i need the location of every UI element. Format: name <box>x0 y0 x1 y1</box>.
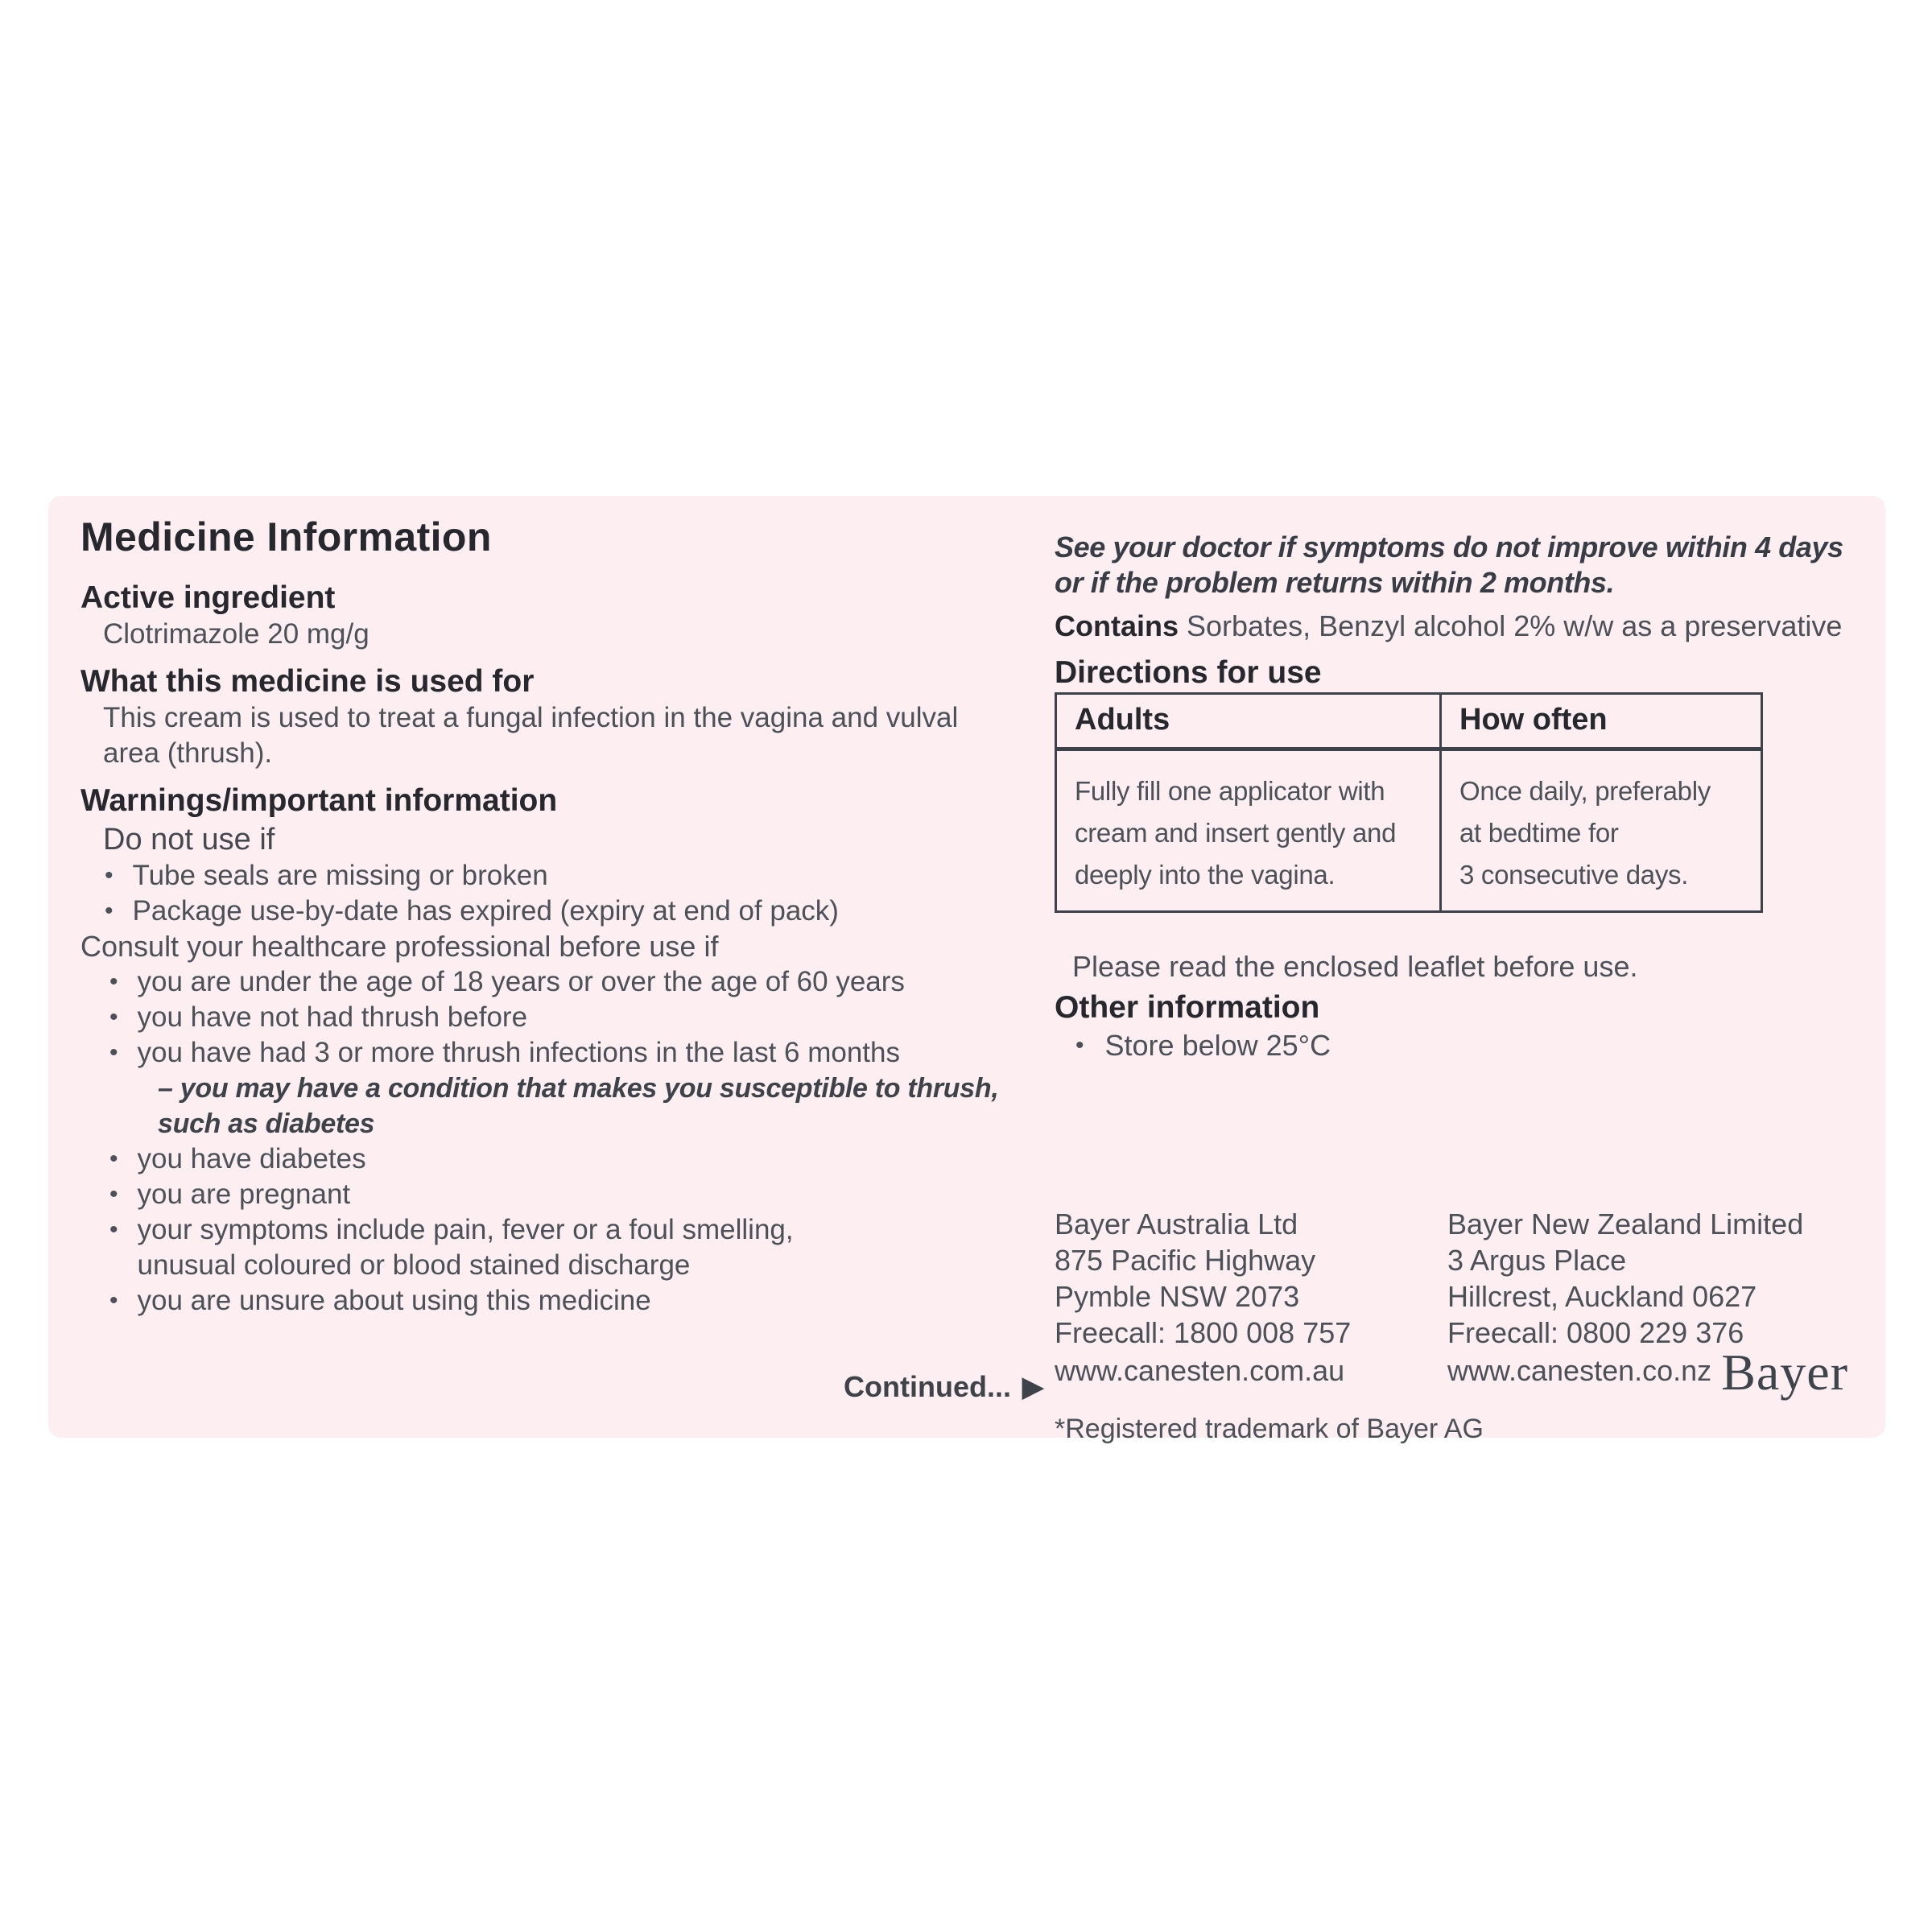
bullet-dot: • <box>109 1216 118 1243</box>
consult-bullet-2: you have not had thrush before <box>137 1001 528 1033</box>
bullet-dot: • <box>109 1039 118 1066</box>
bayer-logo: Bayer <box>1721 1344 1848 1401</box>
address-australia <box>1055 1206 1447 1389</box>
do-not-use-bullet-1: Tube seals are missing or broken <box>132 860 548 891</box>
consult-bullet-4: you have diabetes <box>137 1143 366 1174</box>
address-nz-street: 3 Argus Place <box>1447 1244 1627 1277</box>
address-au-city: Pymble NSW 2073 <box>1055 1280 1300 1313</box>
warnings-heading: Warnings/important information <box>80 783 558 818</box>
consult-bullet-6 <box>138 1212 794 1283</box>
consult-heading: Consult your healthcare professional before use if <box>80 930 719 963</box>
bullet-dot: • <box>109 1181 118 1208</box>
leaflet-note: Please read the enclosed leaflet before use. <box>1072 950 1638 983</box>
frequency-line3: 3 consecutive days. <box>1459 860 1689 890</box>
medicine-information-panel <box>48 496 1885 1444</box>
storage-instruction: Store below 25°C <box>1104 1029 1331 1062</box>
dose-line2: cream and insert gently and <box>1075 818 1397 848</box>
frequency-line1: Once daily, preferably <box>1459 776 1711 806</box>
address-nz-city: Hillcrest, Auckland 0627 <box>1447 1280 1757 1313</box>
bullet-dot: • <box>109 1287 118 1314</box>
address-nz-name: Bayer New Zealand Limited <box>1447 1208 1804 1241</box>
table-header-row <box>1056 694 1762 749</box>
consult-bullet-3: you have had 3 or more thrush infections in the last 6 months <box>137 1037 900 1068</box>
left-column <box>80 514 1022 1319</box>
address-au-website: www.canesten.com.au <box>1055 1354 1345 1387</box>
right-column <box>1055 530 1892 1447</box>
used-for-line2: area (thrush). <box>103 737 273 769</box>
address-nz-freecall: Freecall: 0800 229 376 <box>1447 1316 1744 1349</box>
consult-bullet-7: you are unsure about using this medicine <box>137 1285 651 1316</box>
frequency-line2: at bedtime for <box>1459 818 1619 848</box>
contains-statement <box>1055 609 1892 644</box>
bullet-dot: • <box>105 862 114 889</box>
continued-marker <box>844 1370 1043 1404</box>
consult-bullet-6-line2: unusual coloured or blood stained discharge <box>137 1249 691 1281</box>
address-au-street: 875 Pacific Highway <box>1055 1244 1316 1277</box>
address-au-name: Bayer Australia Ltd <box>1055 1208 1298 1241</box>
list-item <box>80 1283 1022 1319</box>
other-information-heading: Other information <box>1055 990 1320 1025</box>
table-header-adults: Adults <box>1056 694 1441 749</box>
bullet-dot: • <box>109 968 118 995</box>
list-item <box>80 894 1022 929</box>
do-not-use-heading: Do not use if <box>103 823 275 857</box>
consult-bullet-1: you are under the age of 18 years or over the age of 60 years <box>137 966 905 997</box>
used-for-heading: What this medicine is used for <box>80 664 535 699</box>
directions-heading: Directions for use <box>1055 655 1322 690</box>
list-item <box>80 1212 1022 1283</box>
bullet-dot: • <box>109 1146 118 1172</box>
used-for-text <box>103 700 1022 771</box>
see-doctor-line1: See your doctor if symptoms do not improve within 4 days <box>1055 530 1843 564</box>
list-item <box>80 964 1022 1000</box>
active-ingredient-heading: Active ingredient <box>80 580 336 615</box>
table-header-how-often: How often <box>1441 694 1762 749</box>
see-doctor-line2: or if the problem returns within 2 months. <box>1055 566 1615 599</box>
list-item <box>80 1141 1022 1177</box>
do-not-use-bullet-2: Package use-by-date has expired (expiry at end of pack) <box>132 895 839 927</box>
table-row <box>1056 749 1762 912</box>
used-for-line1: This cream is used to treat a fungal infection in the vagina and vulval <box>103 702 959 733</box>
continued-label: Continued... <box>844 1370 1011 1403</box>
see-doctor-notice <box>1055 530 1892 601</box>
list-item <box>80 1035 1022 1071</box>
active-ingredient-value: Clotrimazole 20 mg/g <box>103 618 369 650</box>
consult-bullet-3-emphasis-2: such as diabetes <box>158 1108 375 1139</box>
address-nz-website: www.canesten.co.nz <box>1447 1354 1712 1387</box>
contains-text: Sorbates, Benzyl alcohol 2% w/w as a preservative <box>1179 609 1843 642</box>
consult-bullet-6-line1: your symptoms include pain, fever or a foul smelling, <box>137 1214 794 1245</box>
bullet-dot: • <box>109 1004 118 1030</box>
address-au-freecall: Freecall: 1800 008 757 <box>1055 1316 1352 1349</box>
contains-label: Contains <box>1055 609 1179 642</box>
list-item <box>1055 1027 1892 1064</box>
panel-title: Medicine Information <box>80 514 492 559</box>
bullet-dot: • <box>1075 1032 1084 1059</box>
table-cell-frequency <box>1441 749 1762 912</box>
consult-bullet-3-emphasis-1: – you may have a condition that makes you susceptible to thrush, <box>158 1073 999 1104</box>
list-item <box>80 858 1022 894</box>
list-item <box>80 1000 1022 1035</box>
consult-bullet-5: you are pregnant <box>137 1179 351 1210</box>
dose-line1: Fully fill one applicator with <box>1075 776 1385 806</box>
table-cell-dose <box>1056 749 1441 912</box>
bullet-dot: • <box>105 898 114 924</box>
dose-line3: deeply into the vagina. <box>1075 860 1335 890</box>
directions-table <box>1055 692 1763 913</box>
list-item <box>80 1177 1022 1212</box>
trademark-note: *Registered trademark of Bayer AG <box>1055 1414 1484 1444</box>
continued-arrow-icon: ▶ <box>1022 1372 1044 1402</box>
